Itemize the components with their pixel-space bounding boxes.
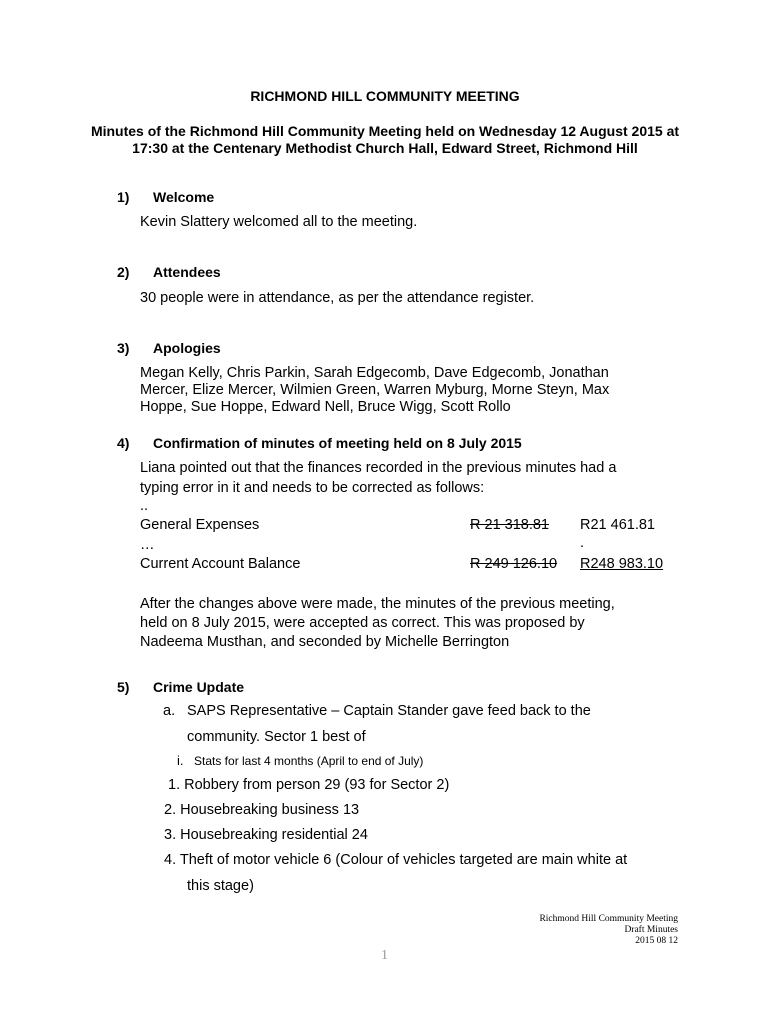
section-4-outro-line: After the changes above were made, the minutes of the previous meeting,	[140, 596, 615, 612]
section-2-number: 2)	[117, 264, 130, 280]
section-3-heading: Apologies	[153, 340, 221, 356]
general-expenses-new-value: R21 461.81	[580, 517, 655, 533]
apologies-line: Megan Kelly, Chris Parkin, Sarah Edgecomb, Dave Edgecomb, Jonathan	[140, 365, 609, 381]
apologies-line: Hoppe, Sue Hoppe, Edward Nell, Bruce Wigg, Scott Rollo	[140, 399, 511, 415]
crime-stat-item: 3. Housebreaking residential 24	[164, 827, 368, 843]
document-title: RICHMOND HILL COMMUNITY MEETING	[250, 88, 520, 104]
section-4-outro-line: Nadeema Musthan, and seconded by Michelle Berrington	[140, 634, 510, 650]
section-4-heading: Confirmation of minutes of meeting held on 8 July 2015	[153, 435, 522, 451]
footer-draft-label: Draft Minutes	[624, 925, 678, 935]
current-account-label: Current Account Balance	[140, 556, 301, 572]
crime-update-a-line: SAPS Representative – Captain Stander gave feed back to the	[187, 703, 591, 719]
section-3-number: 3)	[117, 340, 130, 356]
section-4-outro-line: held on 8 July 2015, were accepted as correct. This was proposed by	[140, 615, 585, 631]
stats-subheading: Stats for last 4 months (April to end of July)	[194, 754, 424, 768]
crime-update-a-line: community. Sector 1 best of	[187, 729, 366, 745]
section-1-heading: Welcome	[153, 189, 215, 205]
crime-stat-item: 4. Theft of motor vehicle 6 (Colour of vehicles targeted are main white at	[164, 852, 628, 868]
current-account-old-value: R 249 126.10	[470, 556, 558, 572]
apologies-line: Mercer, Elize Mercer, Wilmien Green, Warren Myburg, Morne Steyn, Max	[140, 382, 610, 398]
ellipsis-dots: …	[140, 537, 155, 553]
footer-date: 2015 08 12	[635, 936, 678, 946]
section-1-text: Kevin Slattery welcomed all to the meeting.	[140, 214, 418, 230]
crime-stat-item-continuation: this stage)	[187, 878, 254, 894]
section-4-intro-line: typing error in it and needs to be corrected as follows:	[140, 480, 485, 496]
revision-mark: .	[580, 535, 585, 551]
section-2-heading: Attendees	[153, 264, 221, 280]
list-marker-a: a.	[163, 703, 176, 719]
section-5-number: 5)	[117, 679, 130, 695]
crime-stat-item: 2. Housebreaking business 13	[164, 802, 360, 818]
ellipsis-dots: ..	[140, 498, 149, 514]
general-expenses-label: General Expenses	[140, 517, 260, 533]
general-expenses-old-value: R 21 318.81	[470, 517, 550, 533]
list-marker-i: i.	[177, 753, 184, 768]
footer-meeting-name: Richmond Hill Community Meeting	[539, 914, 678, 924]
page-number: 1	[381, 948, 388, 963]
section-1-number: 1)	[117, 189, 130, 205]
section-4-number: 4)	[117, 435, 130, 451]
document-subtitle: Minutes of the Richmond Hill Community Meeting held on Wednesday 12 August 2015 at 17:30 at the Centenary Methodist Church Hall, Edward Street, Richmond Hill	[90, 123, 680, 156]
section-4-intro-line: Liana pointed out that the finances recorded in the previous minutes had a	[140, 460, 617, 476]
section-2-text: 30 people were in attendance, as per the attendance register.	[140, 290, 535, 306]
section-5-heading: Crime Update	[153, 679, 245, 695]
crime-stat-item: 1. Robbery from person 29 (93 for Sector 2)	[168, 777, 450, 793]
current-account-new-value: R248 983.10	[580, 556, 664, 572]
